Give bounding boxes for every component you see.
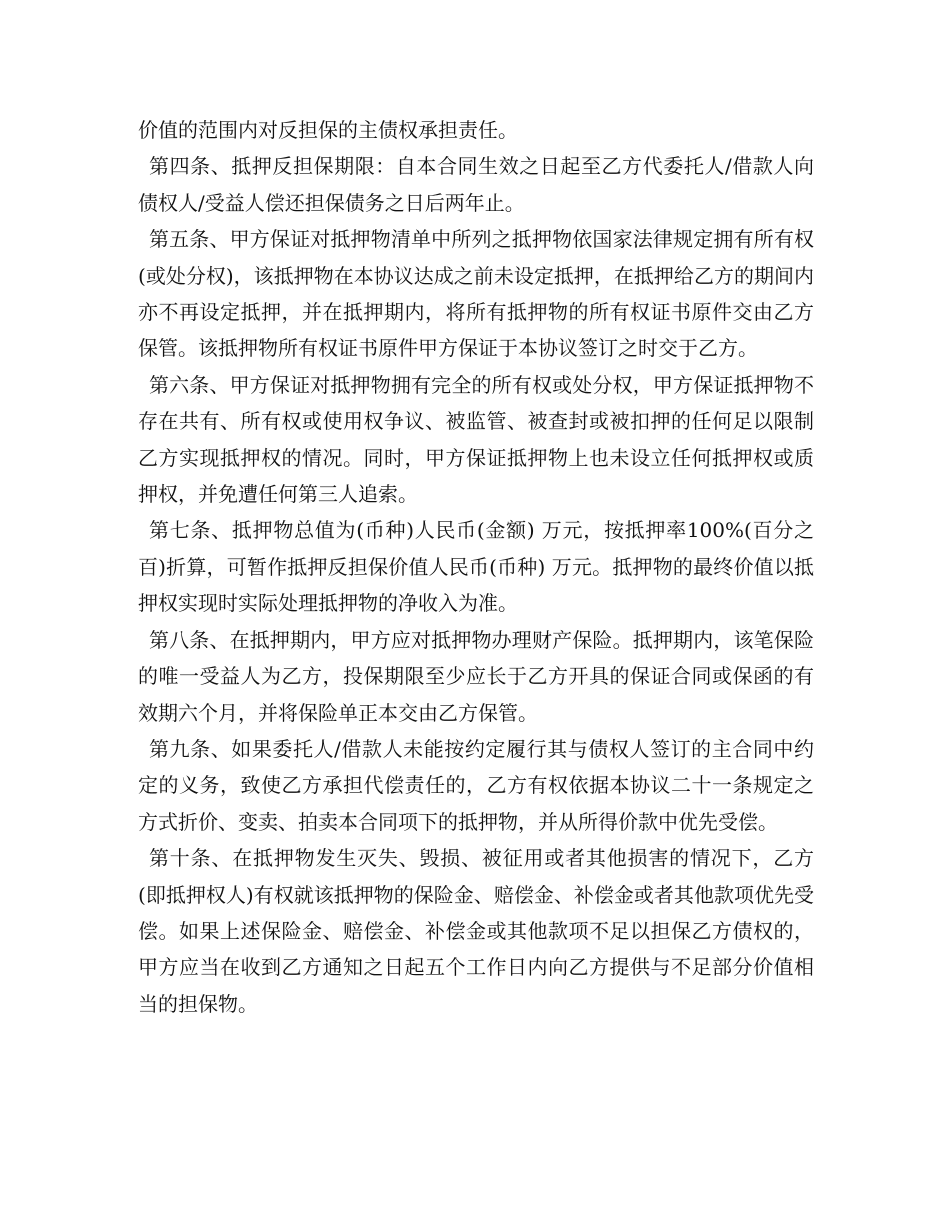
paragraph-continuation: 价值的范围内对反担保的主债权承担责任。 (138, 118, 518, 142)
paragraph-article-5: 第五条、甲方保证对抵押物清单中所列之抵押物依国家法律规定拥有所有权(或处分权)，该抵押物在本协议达成之前未设定抵押，在抵押给乙方的期间内亦不再设定抵押，并在抵押期内，将所有抵押物的所有权证书原件交由乙方保管。该抵押物所有权证书原件甲方保证于本协议签订之时交于乙方。 (138, 227, 814, 361)
document-page (138, 112, 814, 1022)
paragraph-article-8: 第八条、在抵押期内，甲方应对抵押物办理财产保险。抵押期内，该笔保险的唯一受益人为乙方，投保期限至少应长于乙方开具的保证合同或保函的有效期六个月，并将保险单正本交由乙方保管。 (138, 627, 814, 725)
paragraph-article-10: 第十条、在抵押物发生灭失、毁损、被征用或者其他损害的情况下，乙方(即抵押权人)有权就该抵押物的保险金、赔偿金、补偿金或者其他款项优先受偿。如果上述保险金、赔偿金、补偿金或其他款项不足以担保乙方债权的，甲方应当在收到乙方通知之日起五个工作日内向乙方提供与不足部分价值相当的担保物。 (138, 846, 814, 1016)
paragraph-article-4: 第四条、抵押反担保期限：自本合同生效之日起至乙方代委托人/借款人向债权人/受益人偿还担保债务之日后两年止。 (138, 154, 814, 215)
paragraph-article-7: 第七条、抵押物总值为(币种)人民币(金额) 万元，按抵押率100%(百分之百)折算，可暂作抵押反担保价值人民币(币种) 万元。抵押物的最终价值以抵押权实现时实际处理抵押物的净收入为准。 (138, 518, 814, 616)
paragraph-article-9: 第九条、如果委托人/借款人未能按约定履行其与债权人签订的主合同中约定的义务，致使乙方承担代偿责任的，乙方有权依据本协议二十一条规定之方式折价、变卖、拍卖本合同项下的抵押物，并从所得价款中优先受偿。 (138, 736, 814, 834)
paragraph-article-6: 第六条、甲方保证对抵押物拥有完全的所有权或处分权，甲方保证抵押物不存在共有、所有权或使用权争议、被监管、被查封或被扣押的任何足以限制乙方实现抵押权的情况。同时，甲方保证抵押物上也未设立任何抵押权或质押权，并免遭任何第三人追索。 (138, 372, 814, 507)
